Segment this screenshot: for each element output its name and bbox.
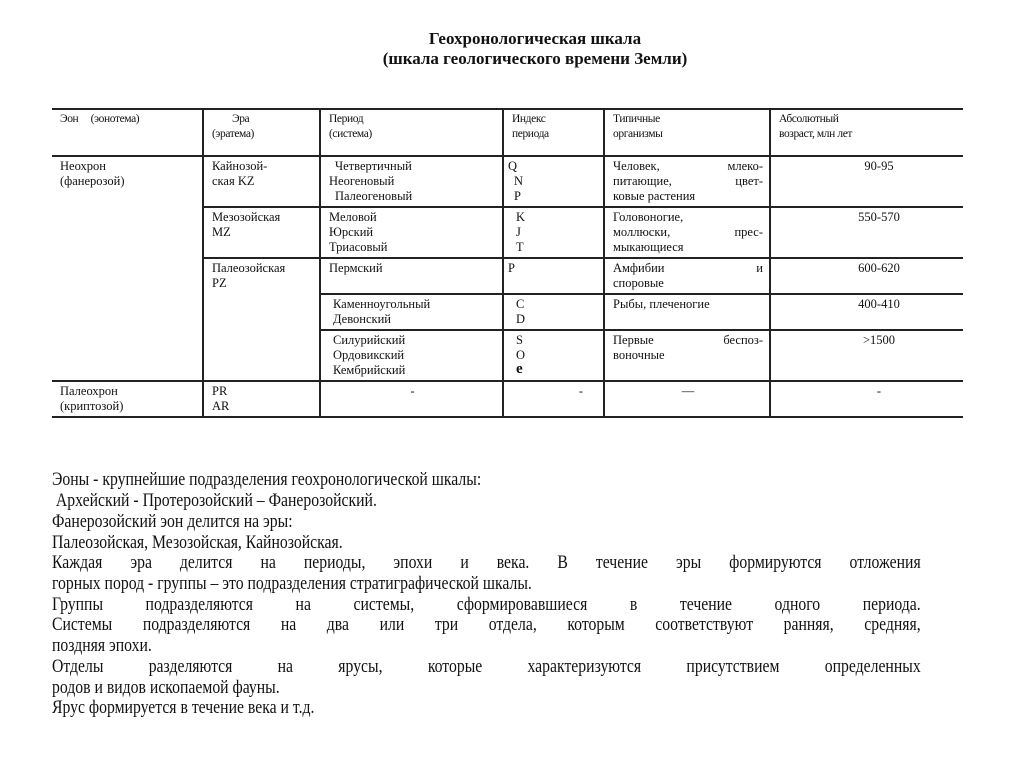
body-line: Группы подразделяются на системы, сформировавшиеся в течение одного периода. <box>52 595 921 615</box>
body-line: Архейский - Протерозойский – Фанерозойский. <box>52 491 377 511</box>
header-eon: Эон (эонотема) <box>52 109 203 156</box>
body-line: Каждая эра делится на периоды, эпохи и века. В течение эры формируются отложения <box>52 553 921 573</box>
indices-kz: Q N P <box>503 156 604 207</box>
eon-neochron: Неохрон (фанерозой) <box>52 156 203 381</box>
organisms-kz: Человек, млеко- питающие, цвет- ковые растения <box>604 156 770 207</box>
document-title: Геохронологическая шкала <box>428 29 642 48</box>
era-mz: Мезозойская MZ <box>203 207 320 258</box>
body-line: поздняя эпохи. <box>52 636 152 656</box>
body-line: горных пород - группы – это подразделения стратиграфической шкалы. <box>52 574 532 594</box>
period-paleo: - <box>320 381 503 417</box>
age-cd: 400-410 <box>770 294 963 330</box>
organisms-cd: Рыбы, плеченогие <box>604 294 770 330</box>
body-line: Ярус формируется в течение века и т.д. <box>52 698 315 718</box>
periods-mz: Меловой Юрский Триасовый <box>320 207 503 258</box>
body-line: родов и видов ископаемой фауны. <box>52 678 280 698</box>
eon-paleochron: Палеохрон (криптозой) <box>52 381 203 417</box>
periods-kz: Четвертичный Неогеновый Палеогеновый <box>320 156 503 207</box>
indices-cd: C D <box>503 294 604 330</box>
age-mz: 550-570 <box>770 207 963 258</box>
organisms-soe: Первые беспоз- воночные <box>604 330 770 381</box>
organisms-paleo: — <box>604 381 770 417</box>
index-paleo: - <box>503 381 604 417</box>
age-perm: 600-620 <box>770 258 963 294</box>
era-kz: Кайнозой- ская KZ <box>203 156 320 207</box>
body-line: Отделы разделяются на ярусы, которые характеризуются присутствием определенных <box>52 657 921 677</box>
body-line: Эоны - крупнейшие подразделения геохронологической шкалы: <box>52 470 482 490</box>
era-pz: Палеозойская PZ <box>203 258 320 381</box>
age-kz: 90-95 <box>770 156 963 207</box>
header-age: Абсолютный возраст, млн лет <box>770 109 963 156</box>
header-organisms: Типичные организмы <box>604 109 770 156</box>
geochronological-table <box>52 108 963 418</box>
organisms-perm: Амфибии и споровые <box>604 258 770 294</box>
periods-cd: Каменноугольный Девонский <box>320 294 503 330</box>
era-pr-ar: PR AR <box>203 381 320 417</box>
document-subtitle: (шкала геологического времени Земли) <box>382 49 688 68</box>
body-line: Системы подразделяются на два или три отдела, которым соответствуют ранняя, средняя, <box>52 615 921 635</box>
index-perm: P <box>503 258 604 294</box>
header-era: Эра (эратема) <box>203 109 320 156</box>
indices-mz: K J T <box>503 207 604 258</box>
table-row <box>52 381 963 417</box>
table-row <box>52 156 963 207</box>
table-header-row <box>52 109 963 156</box>
organisms-mz: Головоногие, моллюски, прес- мыкающиеся <box>604 207 770 258</box>
body-line: Фанерозойский эон делится на эры: <box>52 512 293 532</box>
header-index: Индекс периода <box>503 109 604 156</box>
age-paleo: - <box>770 381 963 417</box>
period-perm: Пермский <box>320 258 503 294</box>
indices-soe: S O e <box>503 330 604 381</box>
header-period: Период (система) <box>320 109 503 156</box>
body-line: Палеозойская, Мезозойская, Кайнозойская. <box>52 533 343 553</box>
age-soe: >1500 <box>770 330 963 381</box>
periods-soe: Силурийский Ордовикский Кембрийский <box>320 330 503 381</box>
